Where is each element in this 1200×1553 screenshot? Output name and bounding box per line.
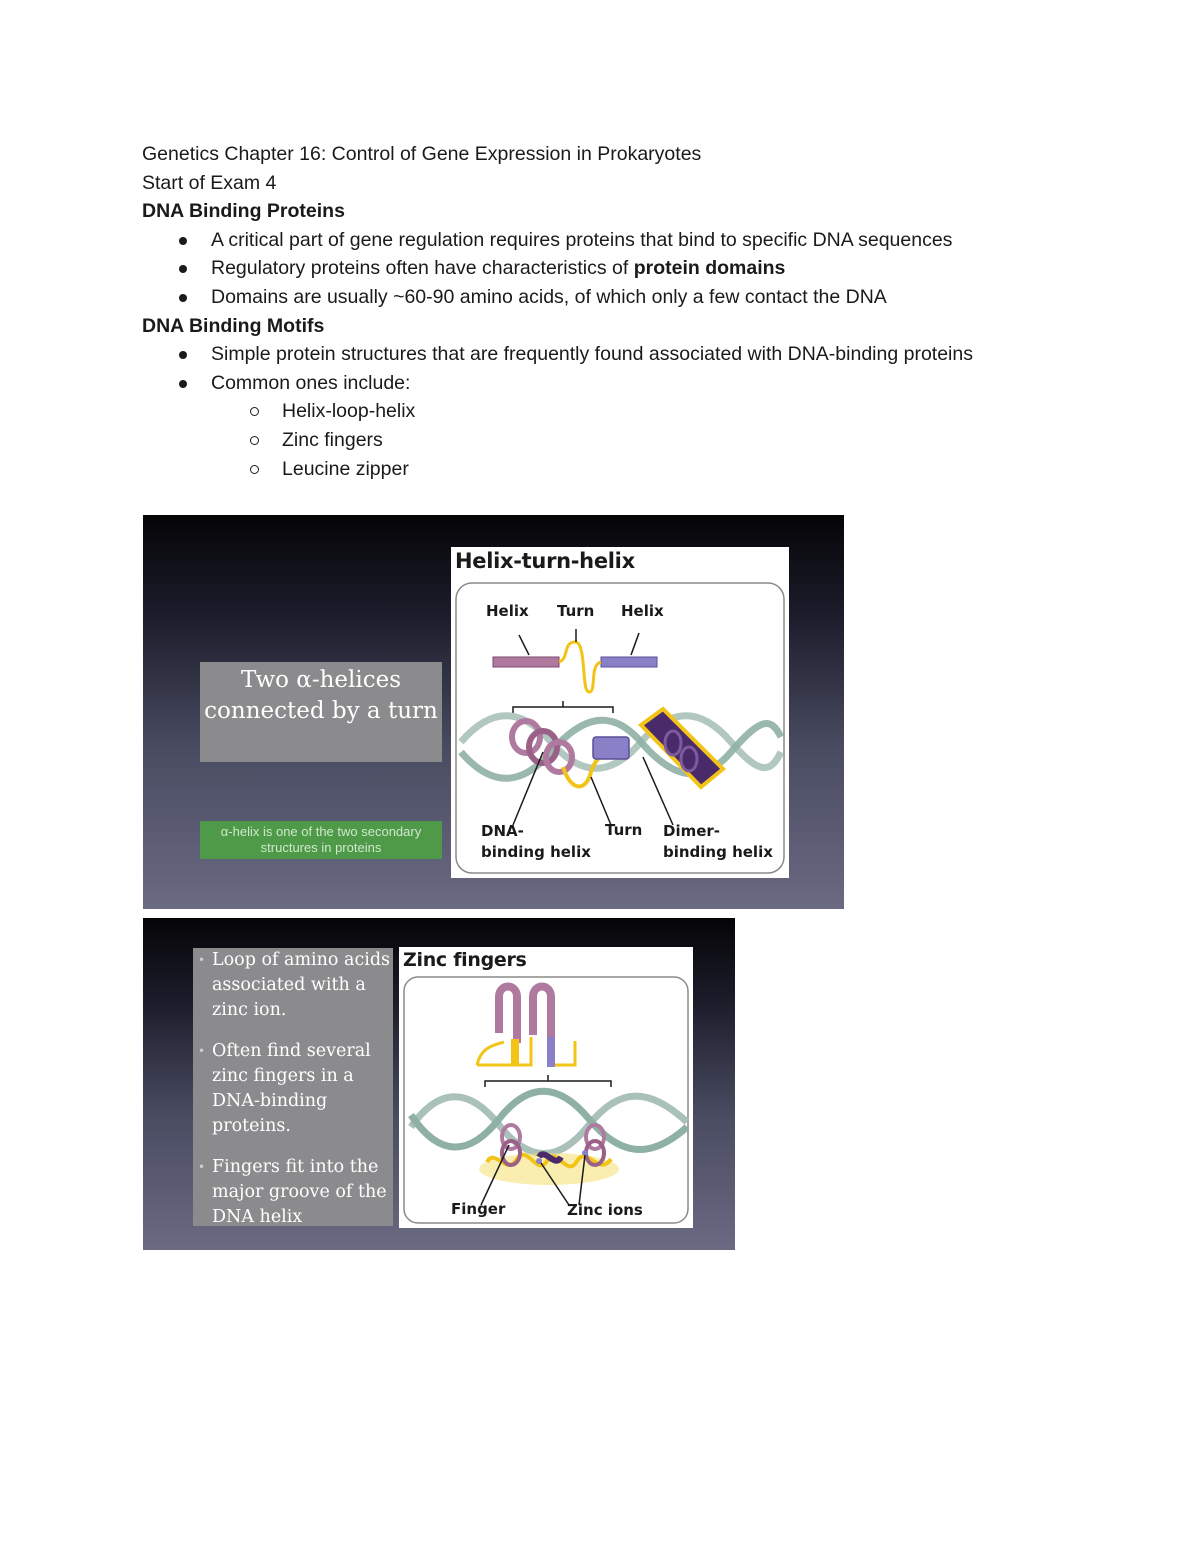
alpha-helix-right — [601, 657, 657, 667]
section-heading: DNA Binding Proteins — [142, 200, 345, 223]
bullet-list — [142, 340, 1062, 397]
label-dimer-1: Dimer- — [663, 822, 721, 840]
slide-caption: Two α-helices connected by a turn — [200, 662, 442, 762]
sub-bullet-list — [142, 397, 1062, 483]
alpha-helix-left — [493, 657, 559, 667]
list-item: Common ones include: — [142, 369, 1062, 398]
slide-bullet: • Fingers fit into the major groove of the DNA helix — [212, 1155, 393, 1230]
label-dimer-2: binding helix — [663, 843, 773, 861]
pointer-line — [591, 777, 611, 825]
pointer-line — [513, 752, 543, 825]
sub-list-item: Helix-loop-helix — [142, 397, 1062, 426]
bold-term: protein domains — [633, 257, 786, 280]
label-turn-top: Turn — [557, 602, 595, 620]
label-finger: Finger — [451, 1200, 506, 1218]
bracket — [513, 701, 613, 713]
bracket — [485, 1075, 611, 1087]
figure-title: Helix-turn-helix — [455, 549, 635, 573]
list-item — [142, 254, 1062, 283]
list-item-text: Regulatory proteins often have characteristics of — [211, 257, 634, 280]
document-body — [142, 140, 1062, 483]
pointer-line — [631, 633, 639, 655]
document-subtitle: Start of Exam 4 — [142, 171, 277, 194]
slide-bullet-list — [193, 948, 393, 1226]
bullet-list — [142, 226, 1062, 312]
list-item: Domains are usually ~60-90 amino acids, of which only a few contact the DNA — [142, 283, 1062, 312]
slide-helix-turn-helix — [143, 515, 844, 909]
zinc-finger-diagram — [399, 947, 693, 1228]
list-item: Simple protein structures that are frequently found associated with DNA-binding proteins — [142, 340, 991, 369]
label-helix-left: Helix — [486, 602, 529, 620]
dna-binding-helix — [512, 721, 572, 772]
pointer-line — [519, 635, 529, 655]
slide-bullet: • Often find several zinc fingers in a DNA-binding proteins. — [212, 1039, 393, 1139]
figure-panel — [399, 947, 693, 1228]
slide-note: α-helix is one of the two secondary structures in proteins — [200, 821, 442, 859]
slide-bullet: • Loop of amino acids associated with a zinc ion. — [212, 948, 393, 1023]
figure-title: Zinc fingers — [403, 949, 527, 971]
sub-list-item: Leucine zipper — [142, 455, 1062, 484]
turn-loop — [559, 642, 601, 692]
label-zinc-ions: Zinc ions — [567, 1201, 643, 1219]
section-heading: DNA Binding Motifs — [142, 314, 325, 337]
label-helix-right: Helix — [621, 602, 664, 620]
list-item: A critical part of gene regulation requires proteins that bind to specific DNA sequences — [142, 226, 1062, 255]
sub-list-item: Zinc fingers — [142, 426, 1062, 455]
finger-schematic — [477, 987, 575, 1068]
document-title: Genetics Chapter 16: Control of Gene Expression in Prokaryotes — [142, 143, 702, 165]
label-dna-binding-1: DNA- — [481, 822, 524, 840]
label-turn-bottom: Turn — [605, 821, 643, 839]
dimer-block — [593, 737, 629, 759]
slide-zinc-fingers — [143, 918, 735, 1250]
label-dna-binding-2: binding helix — [481, 843, 591, 861]
figure-panel — [451, 547, 789, 878]
